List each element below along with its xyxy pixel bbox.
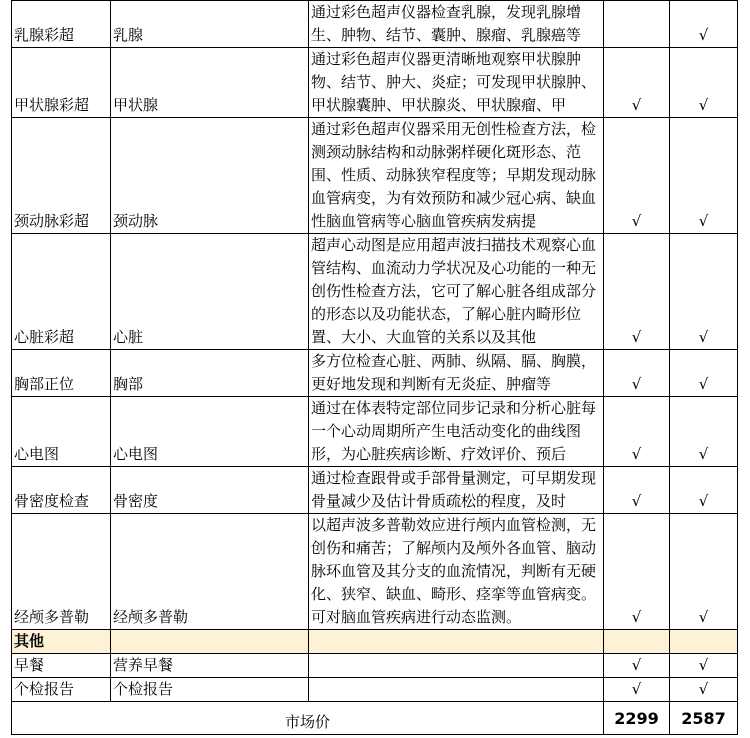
check-cell-1: √ [604, 467, 670, 514]
price-row [12, 702, 738, 735]
table-row [12, 467, 738, 514]
check-cell-1: √ [604, 397, 670, 467]
check-cell-2: √ [670, 397, 738, 467]
check-cell-2: √ [670, 654, 738, 678]
target-cell: 心电图 [111, 397, 309, 467]
target-cell: 个检报告 [111, 678, 309, 702]
check-cell-2: √ [670, 514, 738, 630]
description-text: 以超声波多普勒效应进行颅内血管检测，无创伤和痛苦；了解颅内及颅外各血管、脑动脉环血管及其分支的血流情况，判断有无硬化、狭窄、缺血、畸形、痉挛等血管病变。可对脑血管疾病进行动态监测。 [311, 516, 597, 626]
description-cell [309, 1, 604, 48]
item-name-cell: 甲状腺彩超 [12, 48, 111, 118]
description-cell [309, 654, 604, 678]
exam-package-table [11, 0, 738, 735]
description-cell [309, 397, 604, 467]
check-cell-1: √ [604, 118, 670, 234]
check-cell-1: √ [604, 234, 670, 350]
description-text: 通过在体表特定部位同步记录和分析心脏每一个心动周期所产生电活动变化的曲线图形，为心脏疾病诊断、疗效评价、预后 [311, 399, 597, 463]
description-cell [309, 350, 604, 397]
table-row [12, 234, 738, 350]
description-cell [309, 467, 604, 514]
target-cell: 心脏 [111, 234, 309, 350]
market-price-label: 市场价 [12, 702, 604, 735]
target-cell: 骨密度 [111, 467, 309, 514]
description-text: 通过彩色超声仪器采用无创性检查方法，检测颈动脉结构和动脉粥样硬化斑形态、范围、性质、动脉狭窄程度等；早期发现动脉血管病变，为有效预防和减少冠心病、缺血性脑血管病等心脑血管疾病发病提 [311, 120, 597, 230]
table-row [12, 514, 738, 630]
table-row [12, 678, 738, 702]
check-cell-1 [604, 1, 670, 48]
table-row [12, 1, 738, 48]
check-cell-1: √ [604, 654, 670, 678]
table-row [12, 397, 738, 467]
check-cell-1: √ [604, 350, 670, 397]
item-name-cell: 心脏彩超 [12, 234, 111, 350]
check-cell-1: √ [604, 678, 670, 702]
check-cell-2: √ [670, 234, 738, 350]
check-cell-2: √ [670, 48, 738, 118]
table-row [12, 118, 738, 234]
description-cell [309, 678, 604, 702]
item-name-cell: 心电图 [12, 397, 111, 467]
price-value-1: 2299 [604, 702, 670, 735]
description-text: 通过检查跟骨或手部骨量测定，可早期发现骨量减少及估计骨质疏松的程度，及时 [311, 469, 597, 510]
target-cell: 经颅多普勒 [111, 514, 309, 630]
item-name-cell: 胸部正位 [12, 350, 111, 397]
check-cell-2: √ [670, 467, 738, 514]
check-cell-2: √ [670, 118, 738, 234]
target-cell: 胸部 [111, 350, 309, 397]
section-row-other [12, 630, 738, 654]
check-cell-2: √ [670, 350, 738, 397]
table-row [12, 48, 738, 118]
description-text: 多方位检查心脏、两肺、纵隔、膈、胸膜，更好地发现和判断有无炎症、肿瘤等 [311, 352, 597, 393]
table-row [12, 350, 738, 397]
check-cell-2: √ [670, 1, 738, 48]
description-cell [309, 48, 604, 118]
description-cell [309, 234, 604, 350]
check-cell-2: √ [670, 678, 738, 702]
item-name-cell: 骨密度检查 [12, 467, 111, 514]
item-name-cell: 经颅多普勒 [12, 514, 111, 630]
target-cell: 颈动脉 [111, 118, 309, 234]
table-row [12, 654, 738, 678]
description-text: 通过彩色超声仪器检查乳腺，发现乳腺增生、肿物、结节、囊肿、腺瘤、乳腺癌等 [311, 3, 582, 44]
description-cell [309, 514, 604, 630]
target-cell: 乳腺 [111, 1, 309, 48]
target-cell: 营养早餐 [111, 654, 309, 678]
item-name-cell: 早餐 [12, 654, 111, 678]
item-name-cell: 乳腺彩超 [12, 1, 111, 48]
description-text: 通过彩色超声仪器更清晰地观察甲状腺肿物、结节、肿大、炎症；可发现甲状腺肿、甲状腺囊肿、甲状腺炎、甲状腺瘤、甲 [311, 50, 597, 114]
target-cell: 甲状腺 [111, 48, 309, 118]
check-cell-1: √ [604, 514, 670, 630]
description-cell [309, 118, 604, 234]
check-cell-1: √ [604, 48, 670, 118]
description-text: 超声心动图是应用超声波扫描技术观察心血管结构、血流动力学状况及心功能的一种无创伤性检查方法，它可了解心脏各组成部分的形态以及功能状态，了解心脏内畸形位置、大小、大血管的关系以及其他 [311, 236, 597, 346]
price-value-2: 2587 [670, 702, 738, 735]
section-label: 其他 [12, 630, 111, 654]
item-name-cell: 个检报告 [12, 678, 111, 702]
item-name-cell: 颈动脉彩超 [12, 118, 111, 234]
